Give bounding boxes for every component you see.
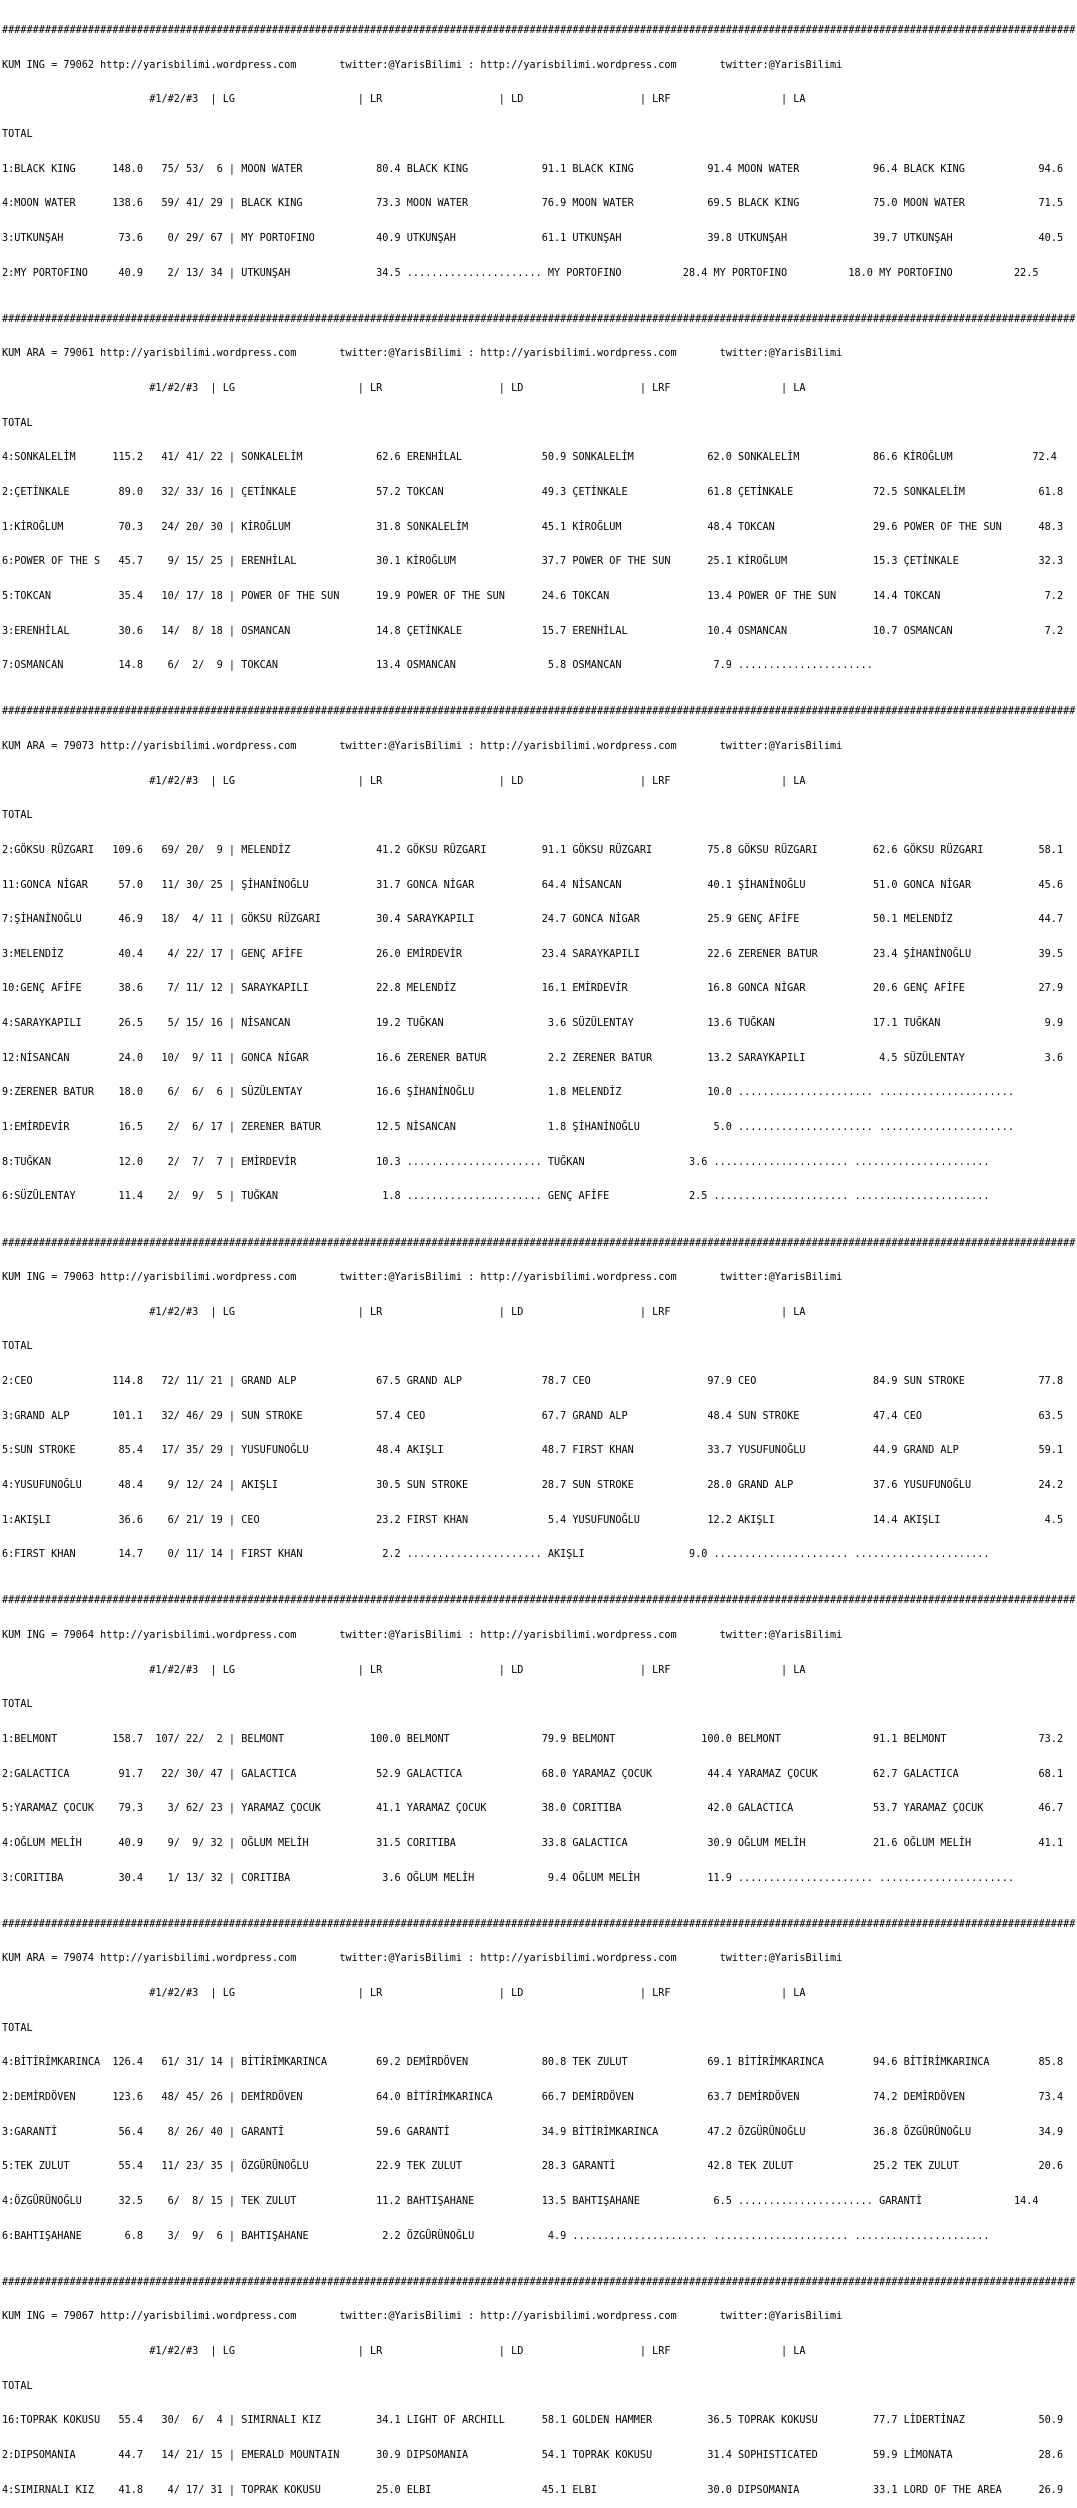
block-header: KUM ING = 79067 http://yarisbilimi.wordpress.com twitter:@YarisBilimi : http://yarisbilimi.wordpress.com twitter:@YarisBilimi [2,2311,843,2323]
table-row: 2:GALACTICA 91.7 22/ 30/ 47 | GALACTICA 52.9 GALACTICA 68.0 YARAMAZ ÇOCUK 44.4 YARAMAZ ÇOCUK 62.7 GALACTICA 68.1 [2,1768,1064,1780]
table-row: 5:YARAMAZ ÇOCUK 79.3 3/ 62/ 23 | YARAMAZ ÇOCUK 41.1 YARAMAZ ÇOCUK 38.0 CORITIBA 42.0 GALACTICA 53.7 YARAMAZ ÇOCUK 46.7 [2,1803,1064,1815]
table-row: 7:ŞİHANİNOĞLU 46.9 18/ 4/ 11 | GÖKSU RÜZGARI 30.4 SARAYKAPILI 24.7 GONCA NİGAR 25.9 GENÇ AFİFE 50.1 MELENDİZ 44.7 [2,914,1064,926]
column-header: #1/#2/#3 | LG | LR | LD | LRF | LA [2,1664,806,1676]
table-row: 11:GONCA NİGAR 57.0 11/ 30/ 25 | ŞİHANİNOĞLU 31.7 GONCA NİGAR 64.4 NİSANCAN 40.1 ŞİHANİNOĞLU 51.0 GONCA NİGAR 45.6 [2,879,1064,891]
table-row: 4:BİTİRİMKARINCA 126.4 61/ 31/ 14 | BİTİRİMKARINCA 69.2 DEMİRDÖVEN 80.8 TEK ZULUT 69.1 BİTİRİMKARINCA 94.6 BİTİRİMKARINCA 85.8 [2,2057,1064,2069]
total-row: TOTAL [2,810,33,822]
table-row: 3:UTKUNŞAH 73.6 0/ 29/ 67 | MY PORTOFINO 40.9 UTKUNŞAH 61.1 UTKUNŞAH 39.8 UTKUNŞAH 39.7 UTKUNŞAH 40.5 [2,232,1064,244]
total-row: TOTAL [2,2380,33,2392]
table-row: 3:GRAND ALP 101.1 32/ 46/ 29 | SUN STROKE 57.4 CEO 67.7 GRAND ALP 48.4 SUN STROKE 47.4 CEO 63.5 [2,1410,1064,1422]
table-row: 6:BAHTIŞAHANE 6.8 3/ 9/ 6 | BAHTIŞAHANE 2.2 ÖZGÜRÜNOĞLU 4.9 ...................... ...................... ...................... [2,2230,990,2242]
table-row: 1:AKIŞLI 36.6 6/ 21/ 19 | CEO 23.2 FIRST KHAN 5.4 YUSUFUNOĞLU 12.2 AKIŞLI 14.4 AKIŞLI 4.5 [2,1514,1064,1526]
total-row: TOTAL [2,417,33,429]
table-row: 4:OĞLUM MELİH 40.9 9/ 9/ 32 | OĞLUM MELİH 31.5 CORITIBA 33.8 GALACTICA 30.9 OĞLUM MELİH 21.6 OĞLUM MELİH 41.1 [2,1837,1064,1849]
table-row: 2:DIPSOMANIA 44.7 14/ 21/ 15 | EMERALD MOUNTAIN 30.9 DIPSOMANIA 54.1 TOPRAK KOKUSU 31.4 SOPHISTICATED 59.9 LİMONATA 28.6 [2,2449,1064,2461]
table-row: 8:TUĞKAN 12.0 2/ 7/ 7 | EMİRDEVİR 10.3 ...................... TUĞKAN 3.6 ...................... ...................... [2,1156,990,1168]
table-row: 3:ERENHİLAL 30.6 14/ 8/ 18 | OSMANCAN 14.8 ÇETİNKALE 15.7 ERENHİLAL 10.4 OSMANCAN 10.7 OSMANCAN 7.2 [2,625,1064,637]
block-header: KUM ARA = 79074 http://yarisbilimi.wordpress.com twitter:@YarisBilimi : http://yarisbilimi.wordpress.com twitter:@YarisBilimi [2,1953,843,1965]
column-header: #1/#2/#3 | LG | LR | LD | LRF | LA [2,94,806,106]
table-row: 5:TOKCAN 35.4 10/ 17/ 18 | POWER OF THE SUN 19.9 POWER OF THE SUN 24.6 TOKCAN 13.4 POWER OF THE SUN 14.4 TOKCAN 7.2 [2,590,1064,602]
table-row: 7:OSMANCAN 14.8 6/ 2/ 9 | TOKCAN 13.4 OSMANCAN 5.8 OSMANCAN 7.9 ...................... [2,660,873,672]
table-row: 4:YUSUFUNOĞLU 48.4 9/ 12/ 24 | AKIŞLI 30.5 SUN STROKE 28.7 SUN STROKE 28.0 GRAND ALP 37.6 YUSUFUNOĞLU 24.2 [2,1480,1064,1491]
table-row: 16:TOPRAK KOKUSU 55.4 30/ 6/ 4 | SIMIRNALI KIZ 34.1 LIGHT OF ARCHILL 58.1 GOLDEN HAMMER 36.5 TOPRAK KOKUSU 77.7 LİDERTİNAZ 50.9 [2,2415,1064,2427]
table-row: 3:MELENDİZ 40.4 4/ 22/ 17 | GENÇ AFİFE 26.0 EMİRDEVİR 23.4 SARAYKAPILI 22.6 ZERENER BATUR 23.4 ŞİHANİNOĞLU 39.5 [2,948,1064,960]
table-row: 12:NİSANCAN 24.0 10/ 9/ 11 | GONCA NİGAR 16.6 ZERENER BATUR 2.2 ZERENER BATUR 13.2 SARAYKAPILI 4.5 SÜZÜLENTAY 3.6 [2,1052,1064,1064]
table-row: 3:CORITIBA 30.4 1/ 13/ 32 | CORITIBA 3.6 OĞLUM MELİH 9.4 OĞLUM MELİH 11.9 ...................... ...................... [2,1872,1015,1884]
table-row: 2:GÖKSU RÜZGARI 109.6 69/ 20/ 9 | MELENDİZ 41.2 GÖKSU RÜZGARI 91.1 GÖKSU RÜZGARI 75.8 GÖKSU RÜZGARI 62.6 GÖKSU RÜZGARI 58.1 [2,844,1064,856]
table-row: 1:BLACK KING 148.0 75/ 53/ 6 | MOON WATER 80.4 BLACK KING 91.1 BLACK KING 91.4 MOON WATER 96.4 BLACK KING 94.6 [2,163,1064,175]
table-row: 6:FIRST KHAN 14.7 0/ 11/ 14 | FIRST KHAN 2.2 ...................... AKIŞLI 9.0 ...................... ...................... [2,1549,990,1561]
table-row: 4:SIMIRNALI KIZ 41.8 4/ 17/ 31 | TOPRAK KOKUSU 25.0 ELBI 45.1 ELBI 30.0 DIPSOMANIA 33.1 LORD OF THE AREA 26.9 [2,2484,1064,2496]
table-row: 10:GENÇ AFİFE 38.6 7/ 11/ 12 | SARAYKAPILI 22.8 MELENDİZ 16.1 EMİRDEVİR 16.8 GONCA NİGAR 20.6 GENÇ AFİFE 27.9 [2,983,1064,995]
table-row: 5:TEK ZULUT 55.4 11/ 23/ 35 | ÖZGÜRÜNOĞLU 22.9 TEK ZULUT 28.3 GARANTİ 42.8 TEK ZULUT 25.2 TEK ZULUT 20.6 [2,2161,1064,2173]
table-row: 9:ZERENER BATUR 18.0 6/ 6/ 6 | SÜZÜLENTAY 16.6 ŞİHANİNOĞLU 1.8 MELENDİZ 10.0 ...................... ...................... [2,1087,1015,1099]
separator-line: ############################################################################################################################################################################### [2,1918,1076,1930]
table-row: 4:SARAYKAPILI 26.5 5/ 15/ 16 | NİSANCAN 19.2 TUĞKAN 3.6 SÜZÜLENTAY 13.6 TUĞKAN 17.1 TUĞKAN 9.9 [2,1018,1064,1030]
separator-line: ############################################################################################################################################################################### [2,25,1076,37]
table-row: 3:GARANTİ 56.4 8/ 26/ 40 | GARANTİ 59.6 GARANTİ 34.9 BİTİRİMKARINCA 47.2 ÖZGÜRÜNOĞLU 36.8 ÖZGÜRÜNOĞLU 34.9 [2,2126,1064,2138]
separator-line: ############################################################################################################################################################################### [2,1595,1076,1607]
block-header: KUM ING = 79064 http://yarisbilimi.wordpress.com twitter:@YarisBilimi : http://yarisbilimi.wordpress.com twitter:@YarisBilimi [2,1630,843,1642]
table-row: 1:BELMONT 158.7 107/ 22/ 2 | BELMONT 100.0 BELMONT 79.9 BELMONT 100.0 BELMONT 91.1 BELMONT 73.2 [2,1734,1064,1746]
separator-line: ############################################################################################################################################################################### [2,2276,1076,2288]
table-row: 4:ÖZGÜRÜNOĞLU 32.5 6/ 8/ 15 | TEK ZULUT 11.2 BAHTIŞAHANE 13.5 BAHTIŞAHANE 6.5 ...................... GARANTİ 14.4 [2,2195,1039,2207]
table-row: 4:SONKALELİM 115.2 41/ 41/ 22 | SONKALELİM 62.6 ERENHİLAL 50.9 SONKALELİM 62.0 SONKALELİM 86.6 KİROĞLUM 72.4 [2,452,1057,464]
column-header: #1/#2/#3 | LG | LR | LD | LRF | LA [2,2346,806,2358]
table-row: 6:SÜZÜLENTAY 11.4 2/ 9/ 5 | TUĞKAN 1.8 ...................... GENÇ AFİFE 2.5 ...................... ...................... [2,1191,990,1203]
table-row: 2:ÇETİNKALE 89.0 32/ 33/ 16 | ÇETİNKALE 57.2 TOKCAN 49.3 ÇETİNKALE 61.8 ÇETİNKALE 72.5 SONKALELİM 61.8 [2,486,1064,498]
table-row: 4:MOON WATER 138.6 59/ 41/ 29 | BLACK KING 73.3 MOON WATER 76.9 MOON WATER 69.5 BLACK KING 75.0 MOON WATER 71.5 [2,198,1064,210]
total-row: TOTAL [2,129,33,141]
table-row: 2:DEMİRDÖVEN 123.6 48/ 45/ 26 | DEMİRDÖVEN 64.0 BİTİRİMKARINCA 66.7 DEMİRDÖVEN 63.7 DEMİRDÖVEN 74.2 DEMİRDÖVEN 73.4 [2,2091,1064,2103]
total-row: TOTAL [2,1341,33,1353]
separator-line: ############################################################################################################################################################################### [2,1237,1076,1249]
table-row: 1:EMİRDEVİR 16.5 2/ 6/ 17 | ZERENER BATUR 12.5 NİSANCAN 1.8 ŞİHANİNOĞLU 5.0 ...................... ...................... [2,1122,1015,1134]
block-header: KUM ARA = 79061 http://yarisbilimi.wordpress.com twitter:@YarisBilimi : http://yarisbilimi.wordpress.com twitter:@YarisBilimi [2,348,843,360]
table-row: 6:POWER OF THE S 45.7 9/ 15/ 25 | ERENHİLAL 30.1 KİROĞLUM 37.7 POWER OF THE SUN 25.1 KİROĞLUM 15.3 ÇETİNKALE 32.3 [2,556,1064,568]
separator-line: ############################################################################################################################################################################### [2,706,1076,718]
block-header: KUM ARA = 79073 http://yarisbilimi.wordpress.com twitter:@YarisBilimi : http://yarisbilimi.wordpress.com twitter:@YarisBilimi [2,741,843,752]
total-row: TOTAL [2,1699,33,1711]
column-header: #1/#2/#3 | LG | LR | LD | LRF | LA [2,383,806,395]
table-row: 2:MY PORTOFINO 40.9 2/ 13/ 34 | UTKUNŞAH 34.5 ...................... MY PORTOFINO 28.4 MY PORTOFINO 18.0 MY PORTOFINO 22.5 [2,267,1039,279]
block-header: KUM ING = 79062 http://yarisbilimi.wordpress.com twitter:@YarisBilimi : http://yarisbilimi.wordpress.com twitter:@YarisBilimi [2,59,843,71]
block-header: KUM ING = 79063 http://yarisbilimi.wordpress.com twitter:@YarisBilimi : http://yarisbilimi.wordpress.com twitter:@YarisBilimi [2,1272,843,1284]
column-header: #1/#2/#3 | LG | LR | LD | LRF | LA [2,1306,806,1318]
separator-line: ############################################################################################################################################################################### [2,313,1076,325]
table-row: 2:CEO 114.8 72/ 11/ 21 | GRAND ALP 67.5 GRAND ALP 78.7 CEO 97.9 CEO 84.9 SUN STROKE 77.8 [2,1376,1064,1388]
total-row: TOTAL [2,2022,33,2034]
table-row: 5:SUN STROKE 85.4 17/ 35/ 29 | YUSUFUNOĞLU 48.4 AKIŞLI 48.7 FIRST KHAN 33.7 YUSUFUNOĞLU 44.9 GRAND ALP 59.1 [2,1445,1064,1457]
table-row: 1:KİROĞLUM 70.3 24/ 20/ 30 | KİROĞLUM 31.8 SONKALELİM 45.1 KİROĞLUM 48.4 TOKCAN 29.6 POWER OF THE SUN 48.3 [2,521,1064,533]
column-header: #1/#2/#3 | LG | LR | LD | LRF | LA [2,775,806,787]
column-header: #1/#2/#3 | LG | LR | LD | LRF | LA [2,1988,806,2000]
